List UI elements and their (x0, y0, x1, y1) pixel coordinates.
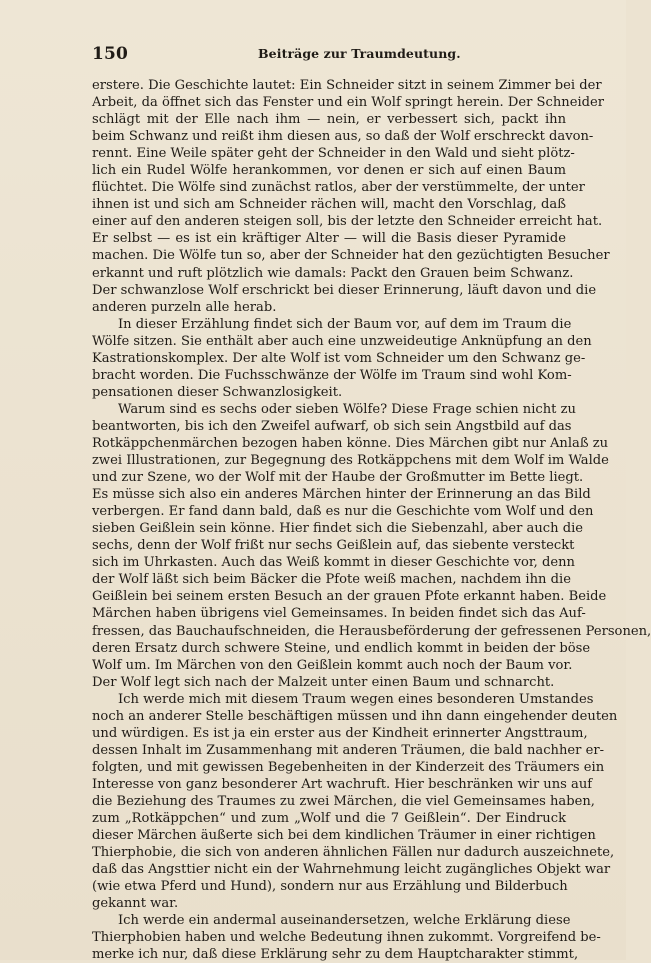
paragraph (92, 401, 651, 691)
text-line: einer auf den anderen steigen soll, bis der letzte den Schneider erreicht hat. (92, 214, 603, 230)
text-line: lich ein Rudel Wölfe herankommen, vor denen er sich auf einen Baum (92, 163, 566, 179)
text-line: dessen Inhalt im Zusammenhang mit anderen Träumen, die bald nachher er- (92, 742, 605, 758)
text-line: sich im Uhrkasten. Auch das Weiß kommt in dieser Geschichte vor, denn (92, 555, 575, 571)
text-line: Der Wolf legt sich nach der Malzeit unter einen Baum und schnarcht. (92, 674, 555, 690)
text-line: Kastrationskomplex. Der alte Wolf ist vom Schneider um den Schwanz ge- (92, 350, 586, 366)
body-text (92, 77, 651, 963)
text-line: Thierphobien haben und welche Bedeutung ihnen zukommt. Vorgreifend be- (92, 930, 601, 946)
text-line: machen. Die Wölfe tun so, aber der Schneider hat den gezüchtigten Besucher (92, 248, 610, 264)
text-line: bracht worden. Die Fuchsschwänze der Wölfe im Traum sind wohl Kom- (92, 367, 572, 383)
page-number: 150 (92, 44, 129, 64)
text-line: folgten, und mit gewissen Begebenheiten in der Kinderzeit des Träumers ein (92, 759, 605, 775)
text-line: flüchtet. Die Wölfe sind zunächst ratlos, aber der verstümmelte, der unter (92, 180, 585, 196)
text-line: daß das Angsttier nicht ein der Wahrnehmung leicht zugängliches Objekt war (92, 862, 611, 878)
text-line: Warum sind es sechs oder sieben Wölfe? Diese Frage schien nicht zu (118, 401, 576, 417)
text-line: erstere. Die Geschichte lautet: Ein Schneider sitzt in seinem Zimmer bei der (92, 78, 602, 93)
text-line: deren Ersatz durch schwere Steine, und endlich kommt in beiden der böse (92, 640, 591, 656)
text-line: Er selbst — es ist ein kräftiger Alter — will die Basis dieser Pyramide (92, 231, 566, 247)
paragraph (92, 912, 601, 963)
text-line: und zur Szene, wo der Wolf mit der Haube der Großmutter im Bette liegt. (92, 470, 584, 486)
text-line: Geißlein bei seinem ersten Besuch an der grauen Pfote erkannt haben. Beide (92, 589, 607, 605)
paragraph (92, 316, 592, 401)
text-line: Märchen haben übrigens viel Gemeinsames. In beiden findet sich das Auf- (92, 606, 586, 622)
paragraph (92, 691, 618, 913)
text-line: Rotkäppchenmärchen bezogen haben könne. Dies Märchen gibt nur Anlaß zu (92, 435, 609, 451)
text-line: schlägt mit der Elle nach ihm — nein, er verbessert sich, packt ihn (92, 112, 566, 128)
text-line: gekannt war. (92, 896, 179, 912)
text-line: In dieser Erzählung findet sich der Baum vor, auf dem im Traum die (118, 316, 572, 332)
text-line: pensationen dieser Schwanzlosigkeit. (92, 384, 343, 400)
text-line: sechs, denn der Wolf frißt nur sechs Geißlein auf, das siebente versteckt (92, 538, 575, 554)
text-line: sieben Geißlein sein könne. Hier findet sich die Siebenzahl, aber auch die (92, 521, 584, 537)
text-line: dieser Märchen äußerte sich bei dem kindlichen Träumer in einer richtigen (92, 828, 596, 844)
text-line: der Wolf läßt sich beim Bäcker die Pfote weiß machen, nachdem ihn die (92, 572, 571, 588)
text-line: erkannt und ruft plötzlich wie damals: Packt den Grauen beim Schwanz. (92, 265, 574, 281)
text-line: Ich werde ein andermal auseinandersetzen, welche Erklärung diese (118, 913, 571, 929)
text-line: die Beziehung des Traumes zu zwei Märchen, die viel Gemeinsames haben, (92, 793, 595, 809)
text-line: anderen purzeln alle herab. (92, 299, 277, 315)
page-header (92, 44, 562, 62)
text-line: ihnen ist und sich am Schneider rächen will, macht den Vorschlag, daß (92, 197, 566, 213)
text-line: (wie etwa Pferd und Hund), sondern nur aus Erzählung und Bilderbuch (92, 879, 568, 895)
text-line: noch an anderer Stelle beschäftigen müssen und ihn dann eingehender deuten (92, 708, 618, 724)
text-line: verbergen. Er fand dann bald, daß es nur die Geschichte vom Wolf und den (92, 504, 594, 520)
text-line: Thierphobie, die sich von anderen ähnlichen Fällen nur dadurch auszeichnete, (92, 845, 615, 861)
text-line: merke ich nur, daß diese Erklärung sehr zu dem Hauptcharakter stimmt, (92, 947, 579, 963)
paragraph (92, 77, 610, 316)
text-line: beantworten, bis ich den Zweifel aufwarf, ob sich sein Angstbild auf das (92, 418, 572, 434)
text-line: Es müsse sich also ein anderes Märchen hinter der Erinnerung an das Bild (92, 487, 591, 503)
text-line: Interesse von ganz besonderer Art wachruft. Hier beschränken wir uns auf (92, 776, 593, 792)
text-line: beim Schwanz und reißt ihm diesen aus, so daß der Wolf erschreckt davon- (92, 129, 594, 145)
text-line: rennt. Eine Weile später geht der Schneider in den Wald und sieht plötz- (92, 146, 575, 162)
text-line: zum „Rotkäppchen“ und zum „Wolf und die 7 Geißlein“. Der Eindruck (92, 811, 566, 827)
text-line: und würdigen. Es ist ja ein erster aus der Kindheit erinnerter Angsttraum, (92, 725, 588, 741)
running-title: Beiträge zur Traumdeutung. (258, 46, 461, 61)
text-line: Wolf um. Im Märchen von den Geißlein kommt auch noch der Baum vor. (92, 657, 573, 673)
text-line: Arbeit, da öffnet sich das Fenster und ein Wolf springt herein. Der Schneider (92, 95, 605, 111)
text-line: Der schwanzlose Wolf erschrickt bei dieser Erinnerung, läuft davon und die (92, 282, 597, 298)
text-line: fressen, das Bauchaufschneiden, die Herausbeförderung der gefressenen Personen, (92, 623, 651, 639)
text-line: Wölfe sitzen. Sie enthält aber auch eine unzweideutige Anknüpfung an den (92, 333, 592, 349)
text-line: zwei Illustrationen, zur Begegnung des Rotkäppchens mit dem Wolf im Walde (92, 453, 609, 469)
text-line: Ich werde mich mit diesem Traum wegen eines besonderen Umstandes (118, 691, 594, 707)
